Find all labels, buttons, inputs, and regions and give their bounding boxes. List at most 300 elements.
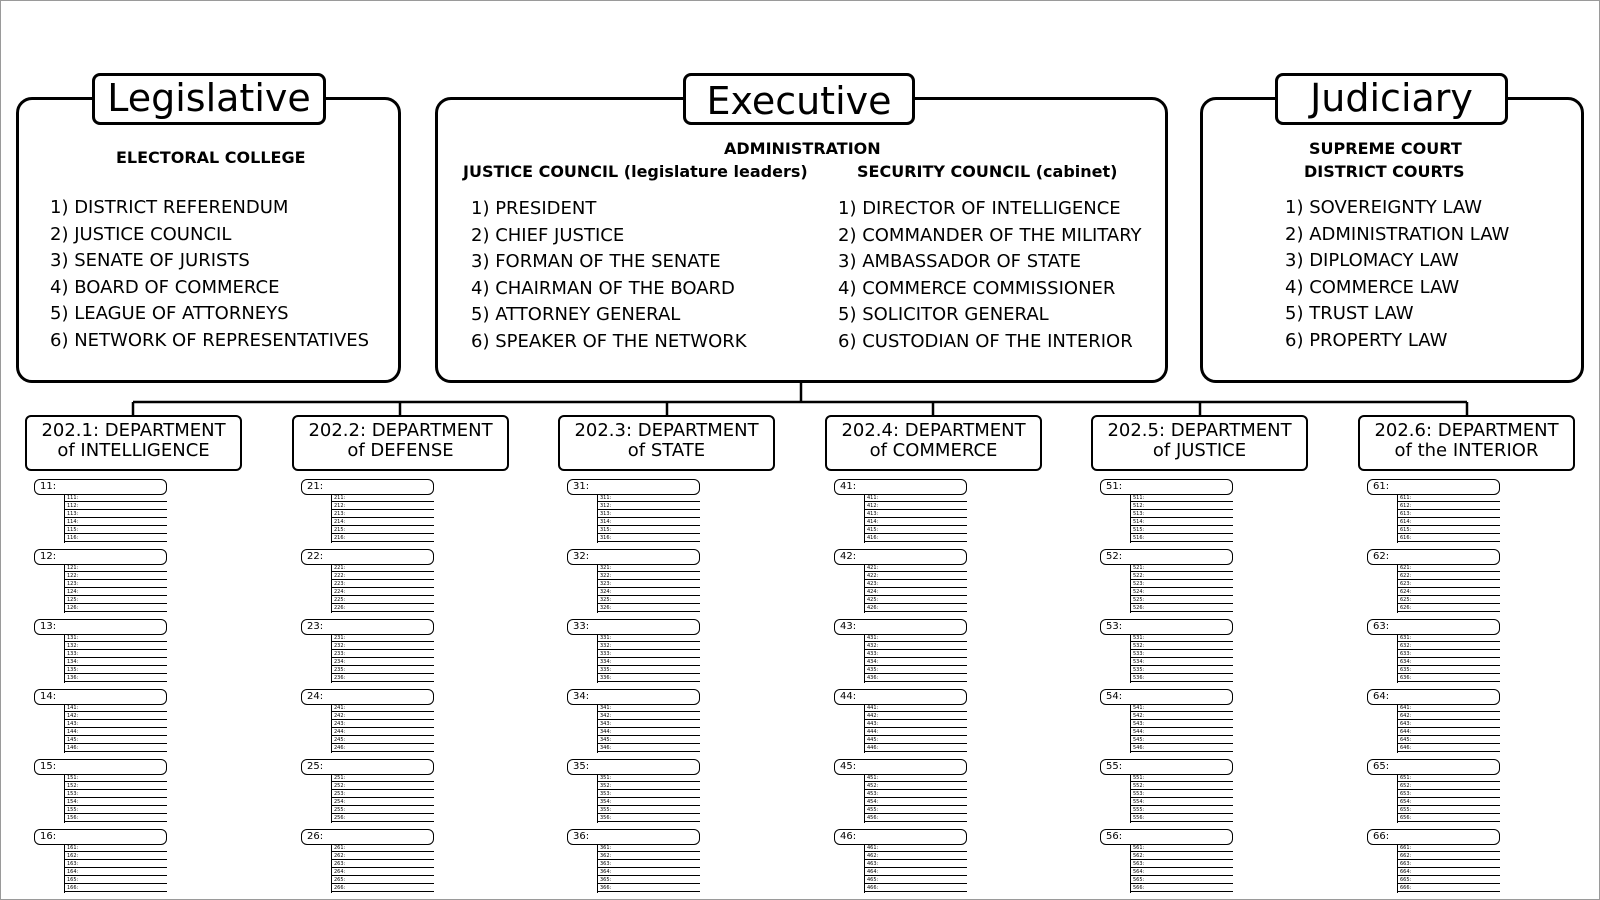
subdivision-row: 343: (598, 721, 700, 728)
subdivision-row: 313: (598, 511, 700, 518)
subdivision-row: 534: (1131, 659, 1233, 666)
subdivision-row: 652: (1398, 783, 1500, 790)
subdivision-row: 446: (865, 745, 967, 752)
executive-title: Executive (683, 73, 915, 125)
department-title-line1: 202.4: DEPARTMENT (841, 420, 1026, 441)
list-item: 4) COMMERCE COMMISSIONER (838, 277, 1116, 299)
subdivision-row: 536: (1131, 675, 1233, 682)
justice-council-heading: JUSTICE COUNCIL (legislature leaders) (463, 162, 808, 181)
subdivision-row: 165: (65, 877, 167, 884)
subdivision-row: 144: (65, 729, 167, 736)
subdivision-row: 553: (1131, 791, 1233, 798)
subdivision-row: 555: (1131, 807, 1233, 814)
subdivision-row: 235: (332, 667, 434, 674)
subdivision-row: 532: (1131, 643, 1233, 650)
subdivision-row: 421: (865, 565, 967, 572)
list-item: 4) BOARD OF COMMERCE (50, 276, 280, 298)
subdivision-row: 631: (1398, 635, 1500, 642)
subdivision-box: 34: (567, 689, 700, 705)
subdivision-row: 243: (332, 721, 434, 728)
subdivision-row: 415: (865, 527, 967, 534)
subdivision-row: 212: (332, 503, 434, 510)
list-item: 2) ADMINISTRATION LAW (1285, 223, 1510, 245)
subdivision-row: 115: (65, 527, 167, 534)
subdivision-row: 642: (1398, 713, 1500, 720)
subdivision-row: 344: (598, 729, 700, 736)
subdivision-row: 523: (1131, 581, 1233, 588)
subdivision-row: 125: (65, 597, 167, 604)
list-item: 6) PROPERTY LAW (1285, 329, 1448, 351)
subdivision-row: 166: (65, 885, 167, 892)
subdivision-row: 451: (865, 775, 967, 782)
subdivision-box: 45: (834, 759, 967, 775)
subdivision-row: 134: (65, 659, 167, 666)
district-courts-heading: DISTRICT COURTS (1304, 162, 1465, 181)
subdivision-row: 522: (1131, 573, 1233, 580)
subdivision-row: 244: (332, 729, 434, 736)
subdivision-row: 113: (65, 511, 167, 518)
list-item: 5) TRUST LAW (1285, 303, 1414, 325)
subdivision-row: 455: (865, 807, 967, 814)
subdivision-row: 461: (865, 845, 967, 852)
subdivision-row: 656: (1398, 815, 1500, 822)
subdivision-row: 563: (1131, 861, 1233, 868)
subdivision-row: 336: (598, 675, 700, 682)
subdivision-row: 545: (1131, 737, 1233, 744)
department-title-line1: 202.5: DEPARTMENT (1107, 420, 1292, 441)
subdivision-row: 312: (598, 503, 700, 510)
subdivision-row: 213: (332, 511, 434, 518)
subdivision-row: 161: (65, 845, 167, 852)
subdivision-row: 546: (1131, 745, 1233, 752)
subdivision-row: 645: (1398, 737, 1500, 744)
subdivision-row: 464: (865, 869, 967, 876)
subdivision-row: 543: (1131, 721, 1233, 728)
subdivision-row: 562: (1131, 853, 1233, 860)
subdivision-row: 266: (332, 885, 434, 892)
subdivision-row: 526: (1131, 605, 1233, 612)
subdivision-row: 362: (598, 853, 700, 860)
subdivision-row: 445: (865, 737, 967, 744)
subdivision-row: 226: (332, 605, 434, 612)
subdivision-row: 624: (1398, 589, 1500, 596)
electoral-college-heading: ELECTORAL COLLEGE (116, 148, 306, 167)
department-title-line2: of JUSTICE (1152, 440, 1247, 461)
subdivision-row: 154: (65, 799, 167, 806)
subdivision-row: 636: (1398, 675, 1500, 682)
subdivision-row: 263: (332, 861, 434, 868)
subdivision-row: 544: (1131, 729, 1233, 736)
subdivision-row: 323: (598, 581, 700, 588)
subdivision-row: 533: (1131, 651, 1233, 658)
list-item: 5) LEAGUE OF ATTORNEYS (50, 303, 289, 325)
subdivision-box: 26: (301, 829, 434, 845)
department-title-line2: of DEFENSE (347, 440, 454, 461)
subdivision-row: 245: (332, 737, 434, 744)
subdivision-row: 442: (865, 713, 967, 720)
list-item: 5) SOLICITOR GENERAL (838, 304, 1049, 326)
subdivision-box: 63: (1367, 619, 1500, 635)
department-box (558, 415, 775, 471)
list-item: 6) CUSTODIAN OF THE INTERIOR (838, 330, 1133, 352)
subdivision-row: 355: (598, 807, 700, 814)
subdivision-row: 516: (1131, 535, 1233, 542)
subdivision-row: 132: (65, 643, 167, 650)
subdivision-row: 352: (598, 783, 700, 790)
subdivision-row: 625: (1398, 597, 1500, 604)
subdivision-row: 356: (598, 815, 700, 822)
subdivision-row: 614: (1398, 519, 1500, 526)
list-item: 4) CHAIRMAN OF THE BOARD (471, 277, 735, 299)
subdivision-row: 215: (332, 527, 434, 534)
subdivision-row: 664: (1398, 869, 1500, 876)
subdivision-row: 622: (1398, 573, 1500, 580)
subdivision-box: 65: (1367, 759, 1500, 775)
subdivision-row: 644: (1398, 729, 1500, 736)
list-item: 1) DISTRICT REFERENDUM (50, 197, 289, 218)
subdivision-box: 46: (834, 829, 967, 845)
subdivision-box: 15: (34, 759, 167, 775)
subdivision-row: 632: (1398, 643, 1500, 650)
subdivision-row: 121: (65, 565, 167, 572)
subdivision-row: 621: (1398, 565, 1500, 572)
subdivision-row: 262: (332, 853, 434, 860)
subdivision-row: 436: (865, 675, 967, 682)
subdivision-box: 36: (567, 829, 700, 845)
subdivision-box: 32: (567, 549, 700, 565)
subdivision-row: 314: (598, 519, 700, 526)
subdivision-box: 21: (301, 479, 434, 495)
subdivision-row: 426: (865, 605, 967, 612)
subdivision-row: 623: (1398, 581, 1500, 588)
subdivision-row: 345: (598, 737, 700, 744)
subdivision-row: 414: (865, 519, 967, 526)
subdivision-row: 322: (598, 573, 700, 580)
subdivision-row: 613: (1398, 511, 1500, 518)
subdivision-row: 342: (598, 713, 700, 720)
subdivision-row: 465: (865, 877, 967, 884)
subdivision-row: 151: (65, 775, 167, 782)
subdivision-box: 14: (34, 689, 167, 705)
subdivision-row: 654: (1398, 799, 1500, 806)
list-item: 3) FORMAN OF THE SENATE (471, 251, 721, 273)
subdivision-box: 24: (301, 689, 434, 705)
subdivision-row: 434: (865, 659, 967, 666)
subdivision-row: 116: (65, 535, 167, 542)
subdivision-box: 16: (34, 829, 167, 845)
subdivision-row: 431: (865, 635, 967, 642)
subdivision-row: 254: (332, 799, 434, 806)
department-box (25, 415, 242, 471)
subdivision-box: 23: (301, 619, 434, 635)
subdivision-box: 66: (1367, 829, 1500, 845)
subdivision-row: 234: (332, 659, 434, 666)
administration-heading: ADMINISTRATION (724, 139, 881, 158)
list-item: 3) SENATE OF JURISTS (50, 250, 250, 272)
subdivision-row: 424: (865, 589, 967, 596)
subdivision-row: 251: (332, 775, 434, 782)
subdivision-row: 135: (65, 667, 167, 674)
subdivision-row: 145: (65, 737, 167, 744)
subdivision-row: 351: (598, 775, 700, 782)
subdivision-row: 265: (332, 877, 434, 884)
subdivision-box: 55: (1100, 759, 1233, 775)
subdivision-row: 252: (332, 783, 434, 790)
subdivision-box: 25: (301, 759, 434, 775)
list-item: 6) NETWORK OF REPRESENTATIVES (50, 329, 370, 351)
list-item: 1) PRESIDENT (471, 198, 597, 219)
subdivision-row: 564: (1131, 869, 1233, 876)
subdivision-row: 413: (865, 511, 967, 518)
list-item: 3) DIPLOMACY LAW (1285, 250, 1459, 272)
subdivision-box: 22: (301, 549, 434, 565)
list-item: 2) COMMANDER OF THE MILITARY (838, 224, 1142, 246)
subdivision-row: 452: (865, 783, 967, 790)
department-box (1091, 415, 1308, 471)
subdivision-row: 123: (65, 581, 167, 588)
subdivision-row: 435: (865, 667, 967, 674)
subdivision-row: 231: (332, 635, 434, 642)
subdivision-row: 214: (332, 519, 434, 526)
department-box (1358, 415, 1575, 471)
subdivision-row: 512: (1131, 503, 1233, 510)
subdivision-row: 556: (1131, 815, 1233, 822)
legislative-title: Legislative (92, 73, 326, 125)
subdivision-row: 422: (865, 573, 967, 580)
subdivision-row: 112: (65, 503, 167, 510)
subdivision-row: 425: (865, 597, 967, 604)
subdivision-row: 661: (1398, 845, 1500, 852)
subdivision-row: 142: (65, 713, 167, 720)
list-item: 2) JUSTICE COUNCIL (50, 223, 232, 245)
subdivision-row: 153: (65, 791, 167, 798)
subdivision-row: 441: (865, 705, 967, 712)
subdivision-row: 515: (1131, 527, 1233, 534)
subdivision-box: 31: (567, 479, 700, 495)
subdivision-row: 324: (598, 589, 700, 596)
subdivision-row: 662: (1398, 853, 1500, 860)
subdivision-row: 261: (332, 845, 434, 852)
subdivision-row: 611: (1398, 495, 1500, 502)
subdivision-row: 655: (1398, 807, 1500, 814)
subdivision-row: 334: (598, 659, 700, 666)
subdivision-row: 332: (598, 643, 700, 650)
subdivision-box: 52: (1100, 549, 1233, 565)
subdivision-box: 62: (1367, 549, 1500, 565)
subdivision-row: 152: (65, 783, 167, 790)
supreme-court-heading: SUPREME COURT (1309, 139, 1462, 158)
subdivision-box: 33: (567, 619, 700, 635)
subdivision-row: 326: (598, 605, 700, 612)
subdivision-row: 444: (865, 729, 967, 736)
subdivision-row: 225: (332, 597, 434, 604)
subdivision-row: 264: (332, 869, 434, 876)
subdivision-box: 54: (1100, 689, 1233, 705)
subdivision-row: 663: (1398, 861, 1500, 868)
subdivision-row: 616: (1398, 535, 1500, 542)
subdivision-row: 432: (865, 643, 967, 650)
subdivision-row: 122: (65, 573, 167, 580)
subdivision-row: 136: (65, 675, 167, 682)
list-item: 5) ATTORNEY GENERAL (471, 304, 681, 326)
subdivision-row: 223: (332, 581, 434, 588)
subdivision-row: 554: (1131, 799, 1233, 806)
subdivision-row: 511: (1131, 495, 1233, 502)
subdivision-row: 255: (332, 807, 434, 814)
subdivision-row: 315: (598, 527, 700, 534)
department-title-line2: of STATE (627, 440, 706, 461)
subdivision-row: 521: (1131, 565, 1233, 572)
subdivision-row: 666: (1398, 885, 1500, 892)
subdivision-row: 531: (1131, 635, 1233, 642)
subdivision-row: 335: (598, 667, 700, 674)
subdivision-row: 634: (1398, 659, 1500, 666)
subdivision-row: 131: (65, 635, 167, 642)
subdivision-row: 365: (598, 877, 700, 884)
subdivision-row: 524: (1131, 589, 1233, 596)
subdivision-box: 44: (834, 689, 967, 705)
subdivision-row: 162: (65, 853, 167, 860)
judiciary-title: Judiciary (1275, 73, 1508, 125)
subdivision-row: 363: (598, 861, 700, 868)
subdivision-row: 224: (332, 589, 434, 596)
subdivision-row: 141: (65, 705, 167, 712)
department-title-line2: of COMMERCE (869, 440, 998, 461)
subdivision-row: 364: (598, 869, 700, 876)
subdivision-row: 653: (1398, 791, 1500, 798)
list-item: 4) COMMERCE LAW (1285, 276, 1460, 298)
subdivision-row: 456: (865, 815, 967, 822)
subdivision-row: 233: (332, 651, 434, 658)
list-item: 2) CHIEF JUSTICE (471, 224, 625, 246)
subdivision-row: 626: (1398, 605, 1500, 612)
subdivision-box: 53: (1100, 619, 1233, 635)
subdivision-row: 466: (865, 885, 967, 892)
subdivision-box: 61: (1367, 479, 1500, 495)
subdivision-row: 665: (1398, 877, 1500, 884)
subdivision-row: 341: (598, 705, 700, 712)
subdivision-row: 525: (1131, 597, 1233, 604)
subdivision-row: 615: (1398, 527, 1500, 534)
subdivision-row: 331: (598, 635, 700, 642)
list-item: 6) SPEAKER OF THE NETWORK (471, 330, 747, 352)
subdivision-row: 433: (865, 651, 967, 658)
subdivision-row: 366: (598, 885, 700, 892)
subdivision-row: 612: (1398, 503, 1500, 510)
subdivision-box: 43: (834, 619, 967, 635)
subdivision-row: 513: (1131, 511, 1233, 518)
subdivision-row: 146: (65, 745, 167, 752)
subdivision-row: 232: (332, 643, 434, 650)
subdivision-row: 535: (1131, 667, 1233, 674)
subdivision-row: 514: (1131, 519, 1233, 526)
subdivision-row: 411: (865, 495, 967, 502)
subdivision-row: 646: (1398, 745, 1500, 752)
subdivision-row: 463: (865, 861, 967, 868)
subdivision-row: 253: (332, 791, 434, 798)
subdivision-row: 412: (865, 503, 967, 510)
subdivision-row: 561: (1131, 845, 1233, 852)
subdivision-row: 241: (332, 705, 434, 712)
subdivision-row: 126: (65, 605, 167, 612)
subdivision-box: 51: (1100, 479, 1233, 495)
subdivision-row: 566: (1131, 885, 1233, 892)
department-title-line2: of the INTERIOR (1394, 440, 1539, 461)
department-box (292, 415, 509, 471)
subdivision-row: 552: (1131, 783, 1233, 790)
subdivision-box: 56: (1100, 829, 1233, 845)
subdivision-row: 316: (598, 535, 700, 542)
subdivision-row: 361: (598, 845, 700, 852)
subdivision-row: 222: (332, 573, 434, 580)
subdivision-box: 41: (834, 479, 967, 495)
department-box (825, 415, 1042, 471)
subdivision-row: 443: (865, 721, 967, 728)
subdivision-box: 12: (34, 549, 167, 565)
subdivision-row: 256: (332, 815, 434, 822)
subdivision-row: 462: (865, 853, 967, 860)
department-title-line1: 202.3: DEPARTMENT (574, 420, 759, 441)
department-title-line1: 202.1: DEPARTMENT (41, 420, 226, 441)
subdivision-row: 156: (65, 815, 167, 822)
subdivision-box: 13: (34, 619, 167, 635)
subdivision-row: 133: (65, 651, 167, 658)
subdivision-row: 354: (598, 799, 700, 806)
subdivision-row: 321: (598, 565, 700, 572)
subdivision-row: 635: (1398, 667, 1500, 674)
security-council-heading: SECURITY COUNCIL (cabinet) (857, 162, 1118, 181)
subdivision-row: 124: (65, 589, 167, 596)
list-item: 1) SOVEREIGNTY LAW (1285, 197, 1483, 218)
subdivision-row: 143: (65, 721, 167, 728)
subdivision-row: 111: (65, 495, 167, 502)
subdivision-row: 155: (65, 807, 167, 814)
subdivision-row: 236: (332, 675, 434, 682)
department-title-line1: 202.6: DEPARTMENT (1374, 420, 1559, 441)
subdivision-row: 242: (332, 713, 434, 720)
subdivision-row: 211: (332, 495, 434, 502)
subdivision-row: 311: (598, 495, 700, 502)
subdivision-row: 346: (598, 745, 700, 752)
subdivision-row: 633: (1398, 651, 1500, 658)
subdivision-box: 42: (834, 549, 967, 565)
subdivision-row: 551: (1131, 775, 1233, 782)
subdivision-row: 423: (865, 581, 967, 588)
subdivision-row: 216: (332, 535, 434, 542)
subdivision-row: 542: (1131, 713, 1233, 720)
subdivision-row: 641: (1398, 705, 1500, 712)
subdivision-row: 164: (65, 869, 167, 876)
list-item: 1) DIRECTOR OF INTELLIGENCE (838, 198, 1121, 219)
department-title-line2: of INTELLIGENCE (57, 440, 210, 461)
subdivision-row: 353: (598, 791, 700, 798)
list-item: 3) AMBASSADOR OF STATE (838, 251, 1082, 273)
department-title-line1: 202.2: DEPARTMENT (308, 420, 493, 441)
subdivision-box: 11: (34, 479, 167, 495)
subdivision-row: 453: (865, 791, 967, 798)
subdivision-row: 246: (332, 745, 434, 752)
subdivision-row: 325: (598, 597, 700, 604)
subdivision-box: 35: (567, 759, 700, 775)
subdivision-row: 114: (65, 519, 167, 526)
subdivision-row: 541: (1131, 705, 1233, 712)
subdivision-row: 163: (65, 861, 167, 868)
subdivision-row: 651: (1398, 775, 1500, 782)
subdivision-row: 643: (1398, 721, 1500, 728)
subdivision-box: 64: (1367, 689, 1500, 705)
subdivision-row: 454: (865, 799, 967, 806)
subdivision-row: 221: (332, 565, 434, 572)
